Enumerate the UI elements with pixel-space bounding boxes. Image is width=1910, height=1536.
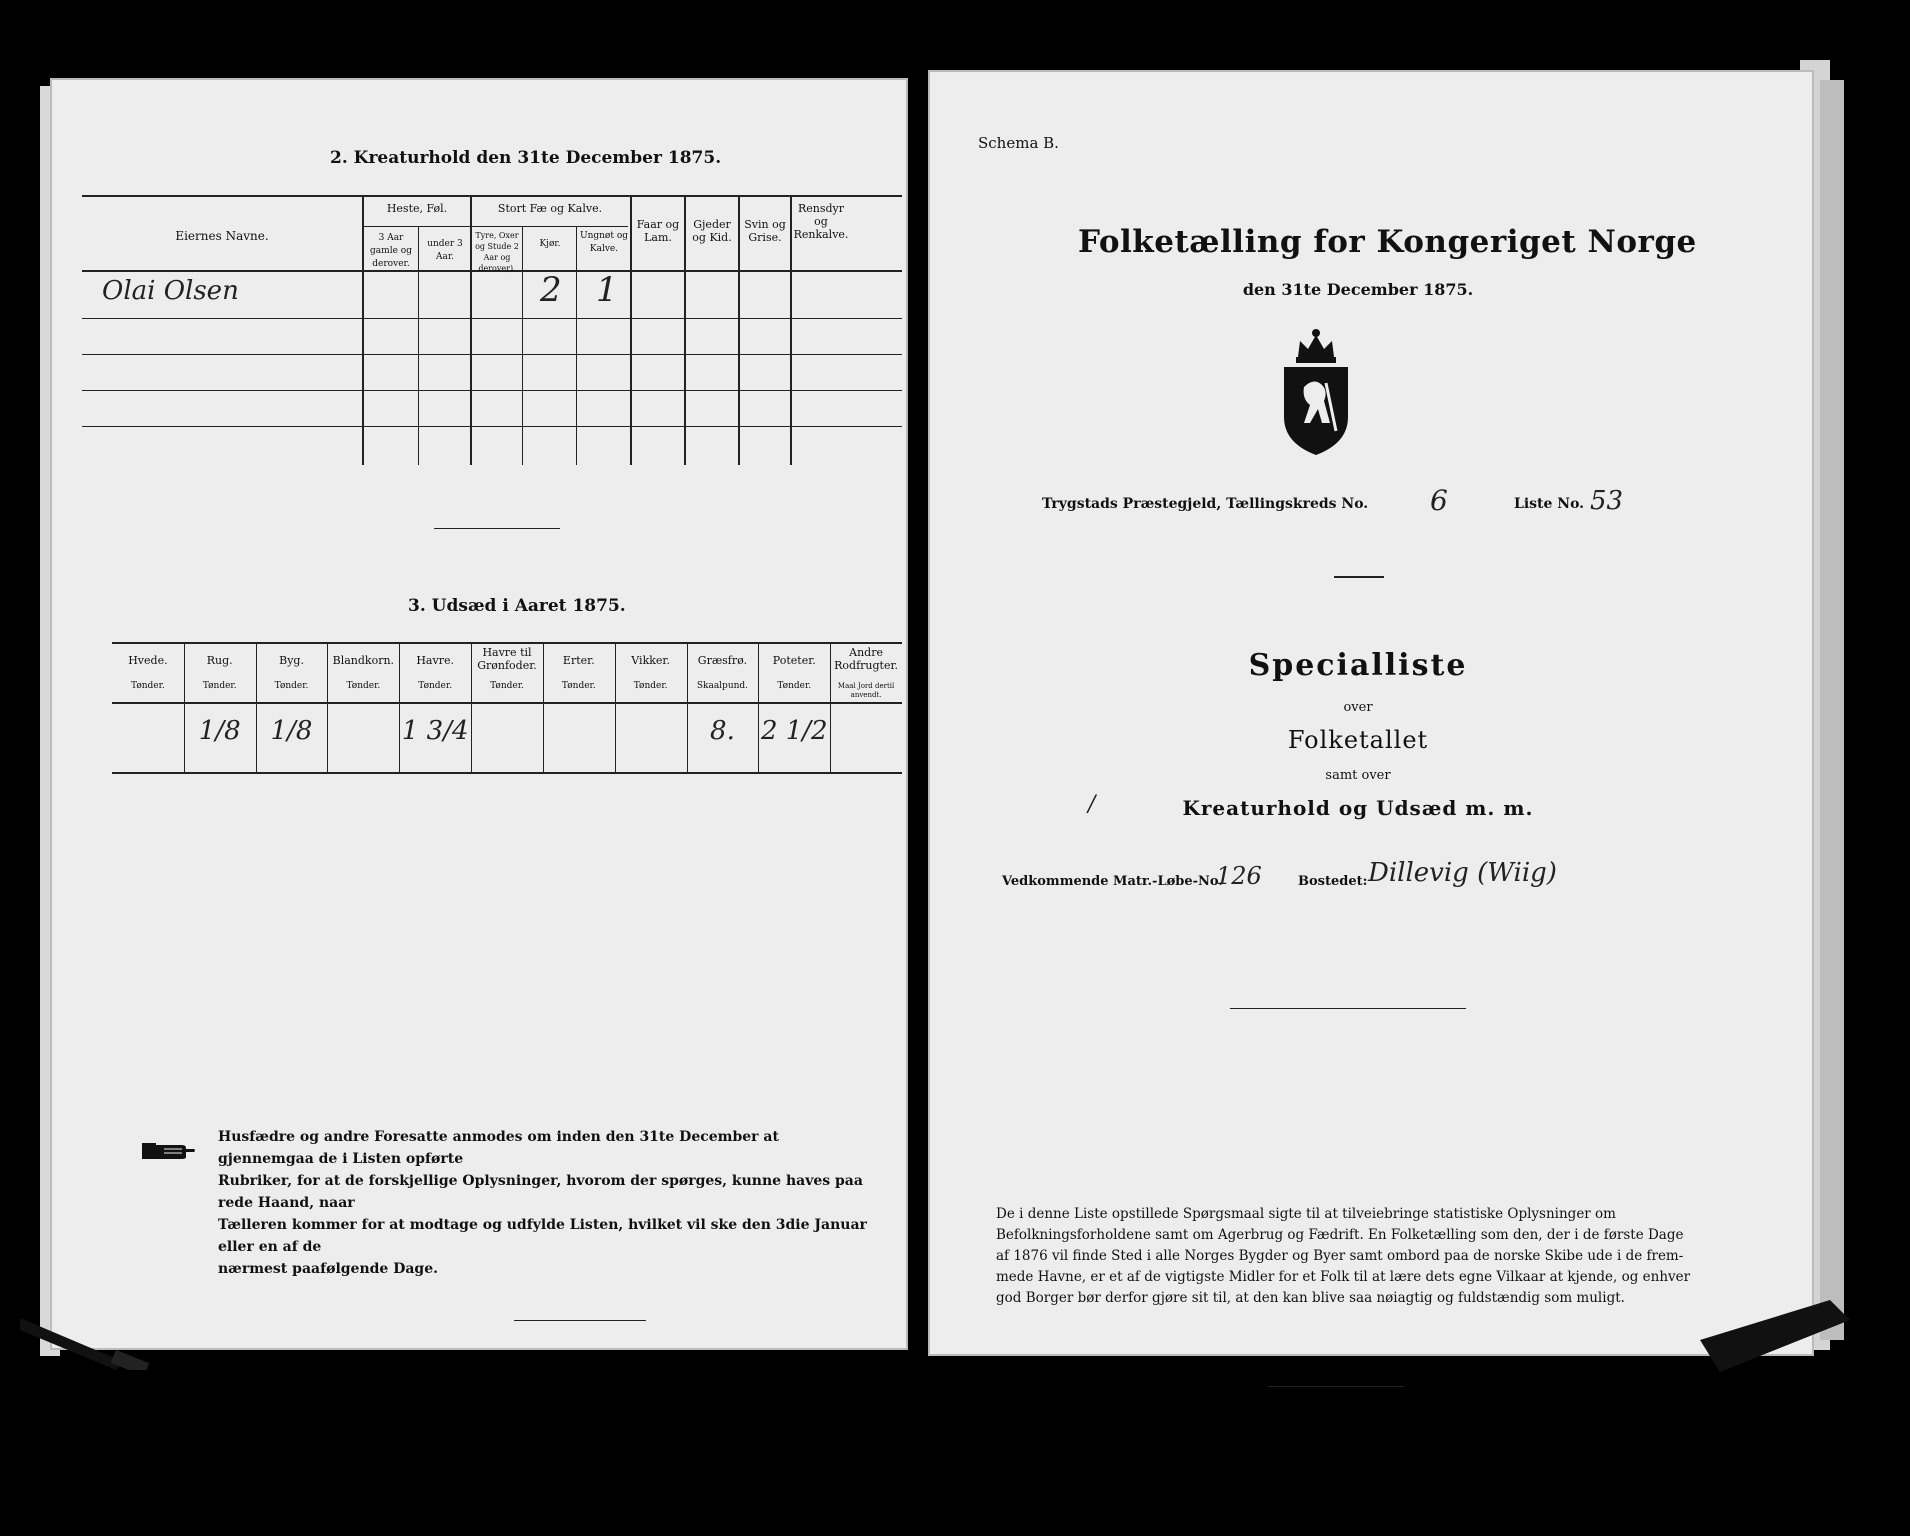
cows-count-handwritten: 2 <box>540 270 562 310</box>
main-title: Folketælling for Kongeriget Norge <box>1078 224 1697 260</box>
th-owner: Eiernes Navne. <box>175 229 269 243</box>
bottom-rule <box>514 1320 646 1321</box>
footer-line: af 1876 vil finde Sted i alle Norges Bygder og Byer samt ombord paa de norske Skibe ude i de frem- <box>996 1248 1684 1264</box>
th-pigs: Svin og Grise. <box>744 218 786 244</box>
table3-header-name: Andre Rodfrugter. <box>834 646 899 672</box>
footer-line: De i denne Liste opstillede Spørgsmaal sigte til at tilveiebringe statistiske Oplysninger om <box>996 1206 1616 1222</box>
table3-header-name: Rug. <box>206 654 233 667</box>
table2-row-line-4 <box>82 426 902 427</box>
pointing-hand-icon <box>142 1140 196 1162</box>
footer-line: god Borger bør derfor gjøre sit til, at den kan blive saa nøiagtig og fuldstændig som muligt. <box>996 1290 1625 1306</box>
liste-number-handwritten: 53 <box>1590 486 1624 516</box>
table3-header-unit: Tønder. <box>561 681 596 691</box>
table3-value-handwritten: 1/8 <box>198 716 241 746</box>
th-goats: Gjeder og Kid. <box>692 218 732 244</box>
right-page <box>928 70 1814 1356</box>
table3-header-unit: Skaalpund. <box>696 681 749 691</box>
footer-line: mede Havne, er et af de vigtigste Midler for et Folk til at lære dets egne Vilkaar at kjende, og enhver <box>996 1269 1691 1285</box>
mid-rule <box>1230 1008 1466 1009</box>
table3-header-name: Poteter. <box>772 654 816 667</box>
table2-col-line-2 <box>418 226 419 465</box>
samt-over-label: samt over <box>1325 768 1391 783</box>
table3-header-unit: Maal Jord dertil anvendt. <box>837 682 895 699</box>
notice-line: Husfædre og andre Foresatte anmodes om inden den 31te December at gjennemgaa de i Listen opførte <box>218 1129 779 1167</box>
footer-text <box>996 1204 1766 1309</box>
folketallet-label: Folketallet <box>1287 726 1429 754</box>
table3-value-handwritten: 1 3/4 <box>401 716 469 746</box>
table3-header-name: Vikker. <box>631 654 670 667</box>
table3-header-name: Hvede. <box>128 654 168 667</box>
norway-coat-of-arms-icon <box>1266 327 1366 457</box>
table2-sub-line-horses <box>364 226 470 227</box>
section-2-title: 2. Kreaturhold den 31te December 1875. <box>330 148 722 168</box>
th-cattle: Stort Fæ og Kalve. <box>497 202 603 215</box>
kreds-number-handwritten: 6 <box>1430 484 1448 517</box>
matr-label: Vedkommende Matr.-Løbe-No. <box>1002 874 1223 889</box>
th-c-young: Ungnøt og Kalve. <box>579 231 628 254</box>
th-horses: Heste, Føl. <box>386 202 448 215</box>
table2-col-line-4 <box>522 226 523 465</box>
table2-row-line-2 <box>82 354 902 355</box>
th-c-cows: Kjør. <box>539 239 561 249</box>
notice-line: nærmest paafølgende Dage. <box>218 1261 438 1277</box>
th-reindeer: Rensdyr og Renkalve. <box>793 202 849 241</box>
table3-header-name: Havre. <box>416 654 454 667</box>
left-clamp <box>20 1310 150 1370</box>
th-h-young: under 3 Aar. <box>427 239 463 262</box>
table3-header-unit: Tønder. <box>418 681 453 691</box>
table3-bottom-line <box>112 772 902 774</box>
table2-sub-line-cattle <box>470 226 628 227</box>
footer-line: Befolkningsforholdene samt om Agerbrug og Fædrift. En Folketælling som den, der i de første Dage <box>996 1227 1684 1243</box>
parish-label: Trygstads Præstegjeld, Tællingskreds No. <box>1042 496 1369 512</box>
short-rule <box>1334 576 1384 578</box>
separator-line <box>434 528 560 529</box>
table3-header-unit: Tønder. <box>202 681 237 691</box>
table3-header-name: Blandkorn. <box>332 654 395 667</box>
table3-value-handwritten: 1/8 <box>270 716 313 746</box>
table2-row-line-1 <box>82 318 902 319</box>
table3-header-unit: Tønder. <box>490 681 524 691</box>
table3-header-name: Græsfrø. <box>697 654 748 667</box>
notice-line: Rubriker, for at de forskjellige Oplysninger, hvorom der spørges, kunne haves paa rede Haand, naar <box>218 1173 863 1211</box>
table2-col-line-5 <box>576 226 577 465</box>
section-3-title: 3. Udsæd i Aaret 1875. <box>408 596 626 616</box>
young-cattle-count-handwritten: 1 <box>596 270 618 310</box>
liste-label: Liste No. <box>1514 496 1585 512</box>
census-date: den 31te December 1875. <box>1242 280 1474 299</box>
footer-rule <box>1268 1386 1404 1387</box>
specialliste-title: Specialliste <box>1248 648 1468 683</box>
right-page-edge-2 <box>1820 80 1844 1340</box>
table3-top-line <box>112 642 902 644</box>
left-page <box>50 78 908 1350</box>
table2-top-line <box>82 195 902 197</box>
th-sheep: Faar og Lam. <box>636 218 680 244</box>
kreatur-label: Kreaturhold og Udsæd m. m. <box>1182 796 1534 820</box>
table3-header-name: Havre til Grønfoder. <box>477 646 537 672</box>
table2-row-line-3 <box>82 390 902 391</box>
table3-header-line <box>112 702 902 704</box>
table3-header-unit: Tønder. <box>777 681 812 691</box>
table3-value-handwritten: 2 1/2 <box>760 716 828 746</box>
table3-header-unit: Tønder. <box>131 681 165 691</box>
table3-header-unit: Tønder. <box>346 681 381 691</box>
schema-label: Schema B. <box>978 134 1059 152</box>
right-clamp <box>1680 1300 1860 1380</box>
table3-header-name: Byg. <box>279 654 304 667</box>
table3-header-unit: Tønder. <box>633 681 668 691</box>
th-c-bulls: Tyre, Oxer og Stude 2 Aar og derover). <box>475 231 519 273</box>
over-label: over <box>1343 700 1373 715</box>
matr-number-handwritten: 126 <box>1216 862 1262 890</box>
table3-value-handwritten: 8. <box>710 716 735 746</box>
table3-header-name: Erter. <box>562 654 595 667</box>
notice-line: Tælleren kommer for at modtage og udfylde Listen, hvilket vil ske den 3die Januar eller en af de <box>218 1217 867 1255</box>
table3-header-unit: Tønder. <box>274 681 309 691</box>
notice-text <box>218 1126 878 1280</box>
tick-mark: / <box>1088 792 1096 817</box>
bosted-label: Bostedet: <box>1298 874 1368 889</box>
th-h-old: 3 Aar gamle og derover. <box>370 233 412 269</box>
bosted-value-handwritten: Dillevig (Wiig) <box>1368 858 1557 888</box>
owner-name-handwritten: Olai Olsen <box>102 276 239 306</box>
